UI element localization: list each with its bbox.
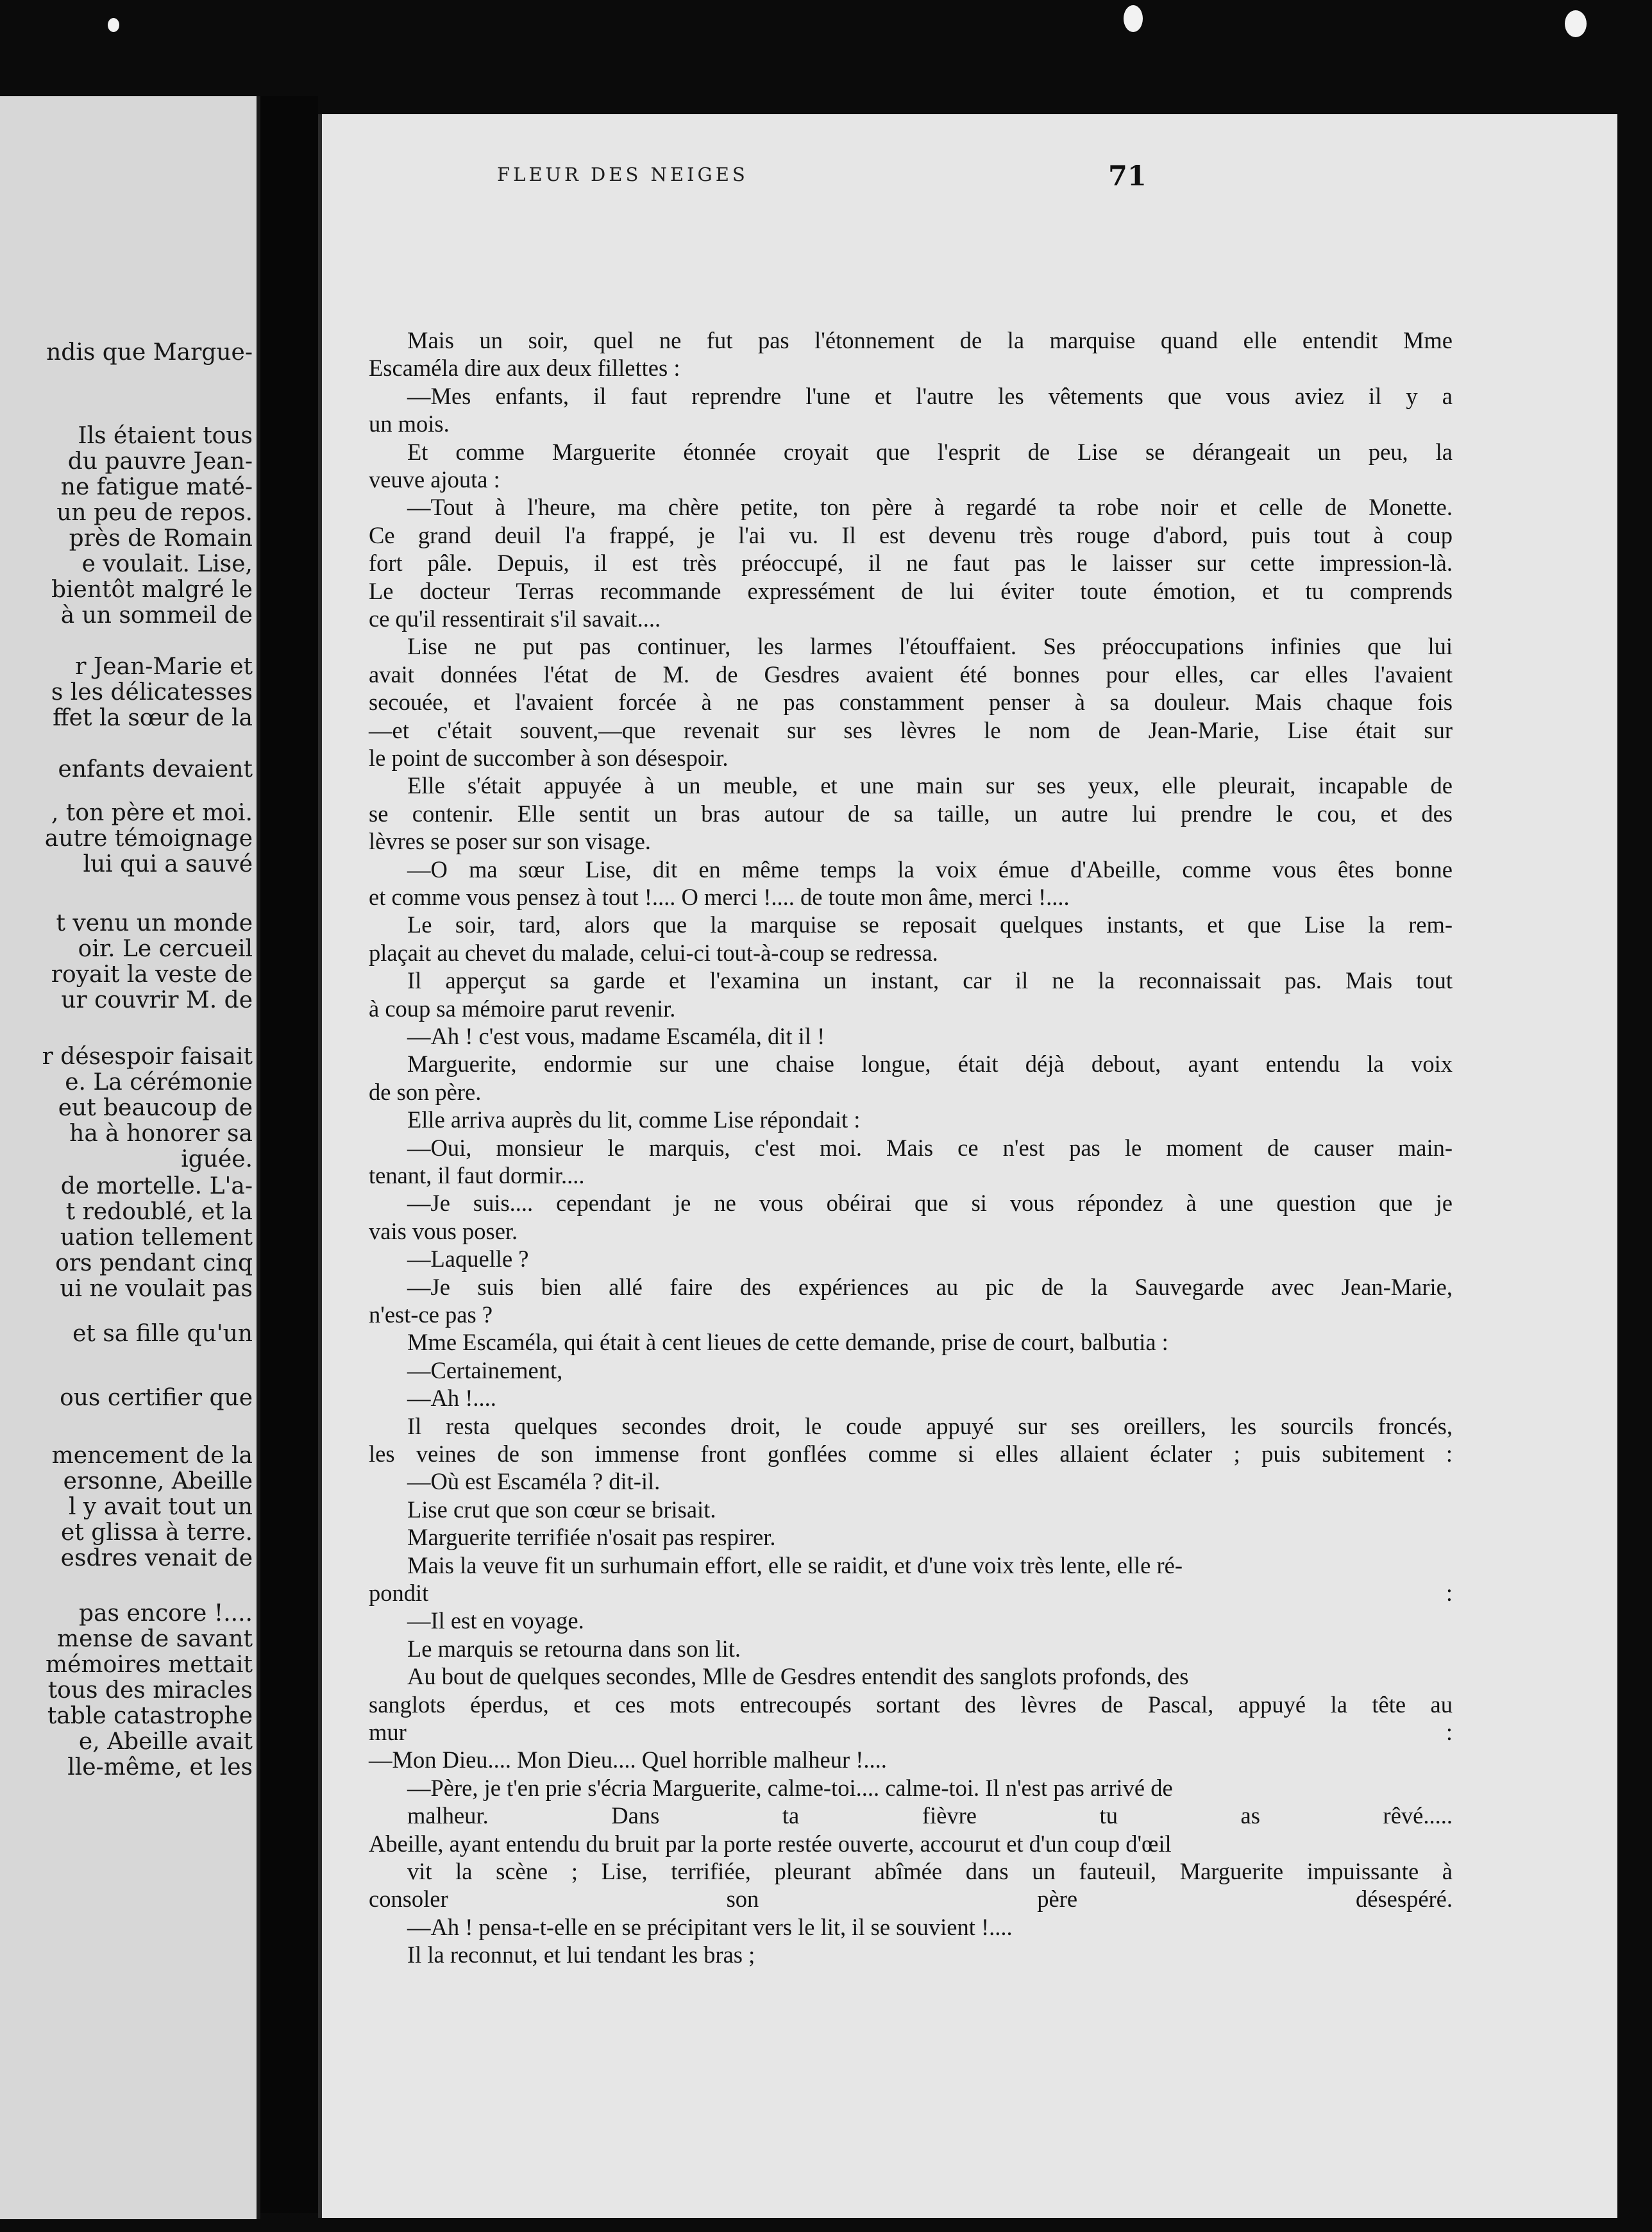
left-page-line: eut beaucoup de [58, 1095, 253, 1121]
body-line: Marguerite, endormie sur une chaise longue, était déjà debout, ayant entendu la voix [407, 1051, 1453, 1078]
body-line: vit la scène ; Lise, terrifiée, pleurant abîmée dans un fauteuil, Marguerite impuissante à [407, 1858, 1453, 1884]
left-page-line: tous des miracles [47, 1677, 253, 1704]
body-line: —Tout à l'heure, ma chère petite, ton père à regardé ta robe noir et celle de Monette. [407, 494, 1453, 521]
body-line: secouée, et l'avaient forcée à ne pas constamment penser à sa douleur. Mais chaque fois [369, 689, 1453, 716]
book-gutter [260, 96, 318, 2213]
body-line: se contenir. Elle sentit un bras autour de sa taille, un autre lui prendre le cou, et des [369, 800, 1453, 827]
left-page-line: uation tellement [60, 1224, 253, 1251]
body-line: Lise crut que son cœur se brisait. [407, 1496, 716, 1523]
left-page-line: e voulait. Lise, [81, 551, 253, 577]
body-line: veuve ajouta : [369, 466, 500, 493]
left-page-line: ndis que Margue- [46, 339, 253, 366]
body-line: Escaméla dire aux deux fillettes : [369, 355, 680, 382]
left-page-line: l y avait tout un [68, 1494, 253, 1520]
body-line: Il resta quelques secondes droit, le coude appuyé sur ses oreillers, les sourcils froncés, [407, 1412, 1453, 1439]
body-line: —Où est Escaméla ? dit-il. [407, 1468, 661, 1495]
left-page-line: pas encore !.... [79, 1600, 253, 1627]
left-page-line: t redoublé, et la [65, 1199, 253, 1225]
body-line: Il la reconnut, et lui tendant les bras ; [407, 1941, 755, 1968]
left-page-line: , ton père et moi. [51, 800, 253, 826]
body-line: les veines de son immense front gonflées comme si elles allaient éclater ; puis subitement : [369, 1441, 1453, 1467]
body-line: tenant, il faut dormir.... [369, 1162, 585, 1188]
body-line: —Père, je t'en prie s'écria Marguerite, calme-toi.... calme-toi. Il n'est pas arrivé de [407, 1774, 1173, 1801]
body-line: de son père. [369, 1078, 482, 1105]
body-line: —Ah ! pensa-t-elle en se précipitant vers le lit, il se souvient !.... [407, 1913, 1013, 1940]
body-line: à coup sa mémoire parut revenir. [369, 995, 676, 1022]
scan-speck [1565, 10, 1587, 37]
body-line: Mais un soir, quel ne fut pas l'étonnement de la marquise quand elle entendit Mme [407, 327, 1453, 353]
body-line: Le soir, tard, alors que la marquise se reposait quelques instants, et que Lise la rem- [407, 911, 1453, 938]
body-line: Mme Escaméla, qui était à cent lieues de cette demande, prise de court, balbutia : [407, 1329, 1168, 1356]
body-line: —Mon Dieu.... Mon Dieu.... Quel horrible malheur !.... [369, 1746, 887, 1773]
left-page-line: table catastrophe [47, 1703, 253, 1729]
left-page-line: ha à honorer sa [69, 1120, 253, 1147]
body-line: lèvres se poser sur son visage. [369, 828, 651, 855]
left-page-line: un peu de repos. [56, 500, 253, 526]
body-line: un mois. [369, 410, 450, 437]
left-page-line: ors pendant cinq [55, 1250, 253, 1276]
body-line: Marguerite terrifiée n'osait pas respirer. [407, 1524, 776, 1551]
left-facing-page [0, 96, 260, 2219]
left-page-line: r Jean-Marie et [75, 654, 253, 680]
left-page-line: e, Abeille avait [78, 1729, 253, 1755]
body-line: Il apperçut sa garde et l'examina un instant, car il ne la reconnaissait pas. Mais tout [407, 967, 1453, 994]
body-line: pondit : [369, 1580, 1453, 1606]
body-line: —Je suis bien allé faire des expériences au pic de la Sauvegarde avec Jean-Marie, [407, 1273, 1453, 1300]
body-line: —Ah ! c'est vous, madame Escaméla, dit il ! [407, 1023, 825, 1049]
left-page-line: e. La cérémonie [65, 1069, 253, 1095]
body-line: n'est-ce pas ? [369, 1301, 493, 1328]
body-line: avait données l'état de M. de Gesdres avaient été bonnes pour elles, car elles l'avaient [369, 661, 1453, 688]
body-line: Mais la veuve fit un surhumain effort, elle se raidit, et d'une voix très lente, elle ré- [407, 1551, 1183, 1578]
body-line: consoler son père désespéré. [369, 1886, 1453, 1913]
left-page-line: de mortelle. L'a- [60, 1173, 253, 1199]
body-line: sanglots éperdus, et ces mots entrecoupés sortant des lèvres de Pascal, appuyé la tête au [369, 1691, 1453, 1718]
left-page-line: lui qui a sauvé [83, 851, 253, 877]
body-line: Le docteur Terras recommande expressément de lui éviter toute émotion, et tu comprends [369, 577, 1453, 604]
body-line: Lise ne put pas continuer, les larmes l'étouffaient. Ses préoccupations infinies que lui [407, 633, 1453, 660]
left-page-line: mencement de la [51, 1442, 253, 1469]
left-page-line: enfants devaient [58, 756, 253, 782]
body-line: Et comme Marguerite étonnée croyait que l'esprit de Lise se dérangeait un peu, la [407, 438, 1453, 465]
left-page-line: bientôt malgré le [51, 577, 253, 603]
left-page-line: esdres venait de [60, 1545, 253, 1571]
body-line: mur : [369, 1719, 1453, 1745]
left-page-line: mémoires mettait [45, 1652, 253, 1678]
left-page-line: iguée. [181, 1146, 253, 1172]
body-line: fort pâle. Depuis, il est très préoccupé, il ne faut pas le laisser sur cette impression-là. [369, 550, 1453, 577]
body-line: le point de succomber à son désespoir. [369, 745, 729, 771]
left-page-line: oir. Le cercueil [78, 936, 253, 962]
body-line: Au bout de quelques secondes, Mlle de Gesdres entendit des sanglots profonds, des [407, 1663, 1189, 1690]
body-line: —Certainement, [407, 1357, 563, 1383]
scan-speck [1124, 5, 1143, 32]
body-line: ce qu'il ressentirait s'il savait.... [369, 605, 661, 632]
left-page-line: ous certifier que [60, 1385, 253, 1411]
left-page-line: ersonne, Abeille [63, 1468, 253, 1494]
left-page-line: et glissa à terre. [61, 1519, 253, 1546]
left-page-line: t venu un monde [56, 910, 253, 936]
left-page-line: s les délicatesses [51, 679, 253, 706]
body-line: Elle s'était appuyée à un meuble, et une main sur ses yeux, elle pleurait, incapable de [407, 772, 1453, 799]
left-page-line: royait la veste de [51, 961, 253, 988]
body-line: —Il est en voyage. [407, 1607, 584, 1634]
left-page-line: près de Romain [69, 525, 253, 552]
left-page-line: à un sommeil de [60, 602, 253, 629]
left-page-line: et sa fille qu'un [72, 1321, 253, 1347]
body-line: —Ah !.... [407, 1385, 496, 1412]
left-page-line: ne fatigue maté- [60, 474, 253, 500]
page-number: 71 [1108, 160, 1147, 192]
left-page-line: mense de savant [56, 1626, 253, 1652]
left-page-line: du pauvre Jean- [67, 448, 253, 475]
body-line: plaçait au chevet du malade, celui-ci tout-à-coup se redressa. [369, 939, 938, 966]
left-page-line: autre témoignage [44, 825, 253, 852]
body-line: —Je suis.... cependant je ne vous obéirai que si vous répondez à une question que je [407, 1190, 1453, 1217]
left-page-line: r désespoir faisait [42, 1044, 253, 1070]
left-page-line: ffet la sœur de la [53, 705, 253, 731]
body-line: —Oui, monsieur le marquis, c'est moi. Mais ce n'est pas le moment de causer main- [407, 1134, 1453, 1161]
body-line: malheur. Dans ta fièvre tu as rêvé..... [407, 1802, 1453, 1829]
body-line: —Laquelle ? [407, 1246, 529, 1272]
body-line: et comme vous pensez à tout !.... O merci !.... de toute mon âme, merci !.... [369, 884, 1070, 910]
body-line: Ce grand deuil l'a frappé, je l'ai vu. Il est devenu très rouge d'abord, puis tout à coup [369, 521, 1453, 548]
body-line: Elle arriva auprès du lit, comme Lise répondait : [407, 1106, 861, 1133]
left-page-line: ui ne voulait pas [60, 1276, 253, 1302]
left-page-line: lle-même, et les [67, 1754, 253, 1780]
running-title: FLEUR DES NEIGES [497, 164, 748, 185]
left-page-line: Ils étaient tous [78, 423, 253, 449]
body-line: vais vous poser. [369, 1217, 518, 1244]
body-line: —Mes enfants, il faut reprendre l'une et l'autre les vêtements que vous aviez il y a [407, 382, 1453, 409]
body-line: —O ma sœur Lise, dit en même temps la voix émue d'Abeille, comme vous êtes bonne [407, 856, 1453, 883]
body-line: Abeille, ayant entendu du bruit par la porte restée ouverte, accourut et d'un coup d'œil [369, 1830, 1172, 1857]
scan-speck [108, 18, 119, 32]
body-line: —et c'était souvent,—que revenait sur ses lèvres le nom de Jean-Marie, Lise était sur [369, 716, 1453, 743]
left-page-line: ur couvrir M. de [61, 987, 253, 1013]
body-line: Le marquis se retourna dans son lit. [407, 1635, 741, 1662]
